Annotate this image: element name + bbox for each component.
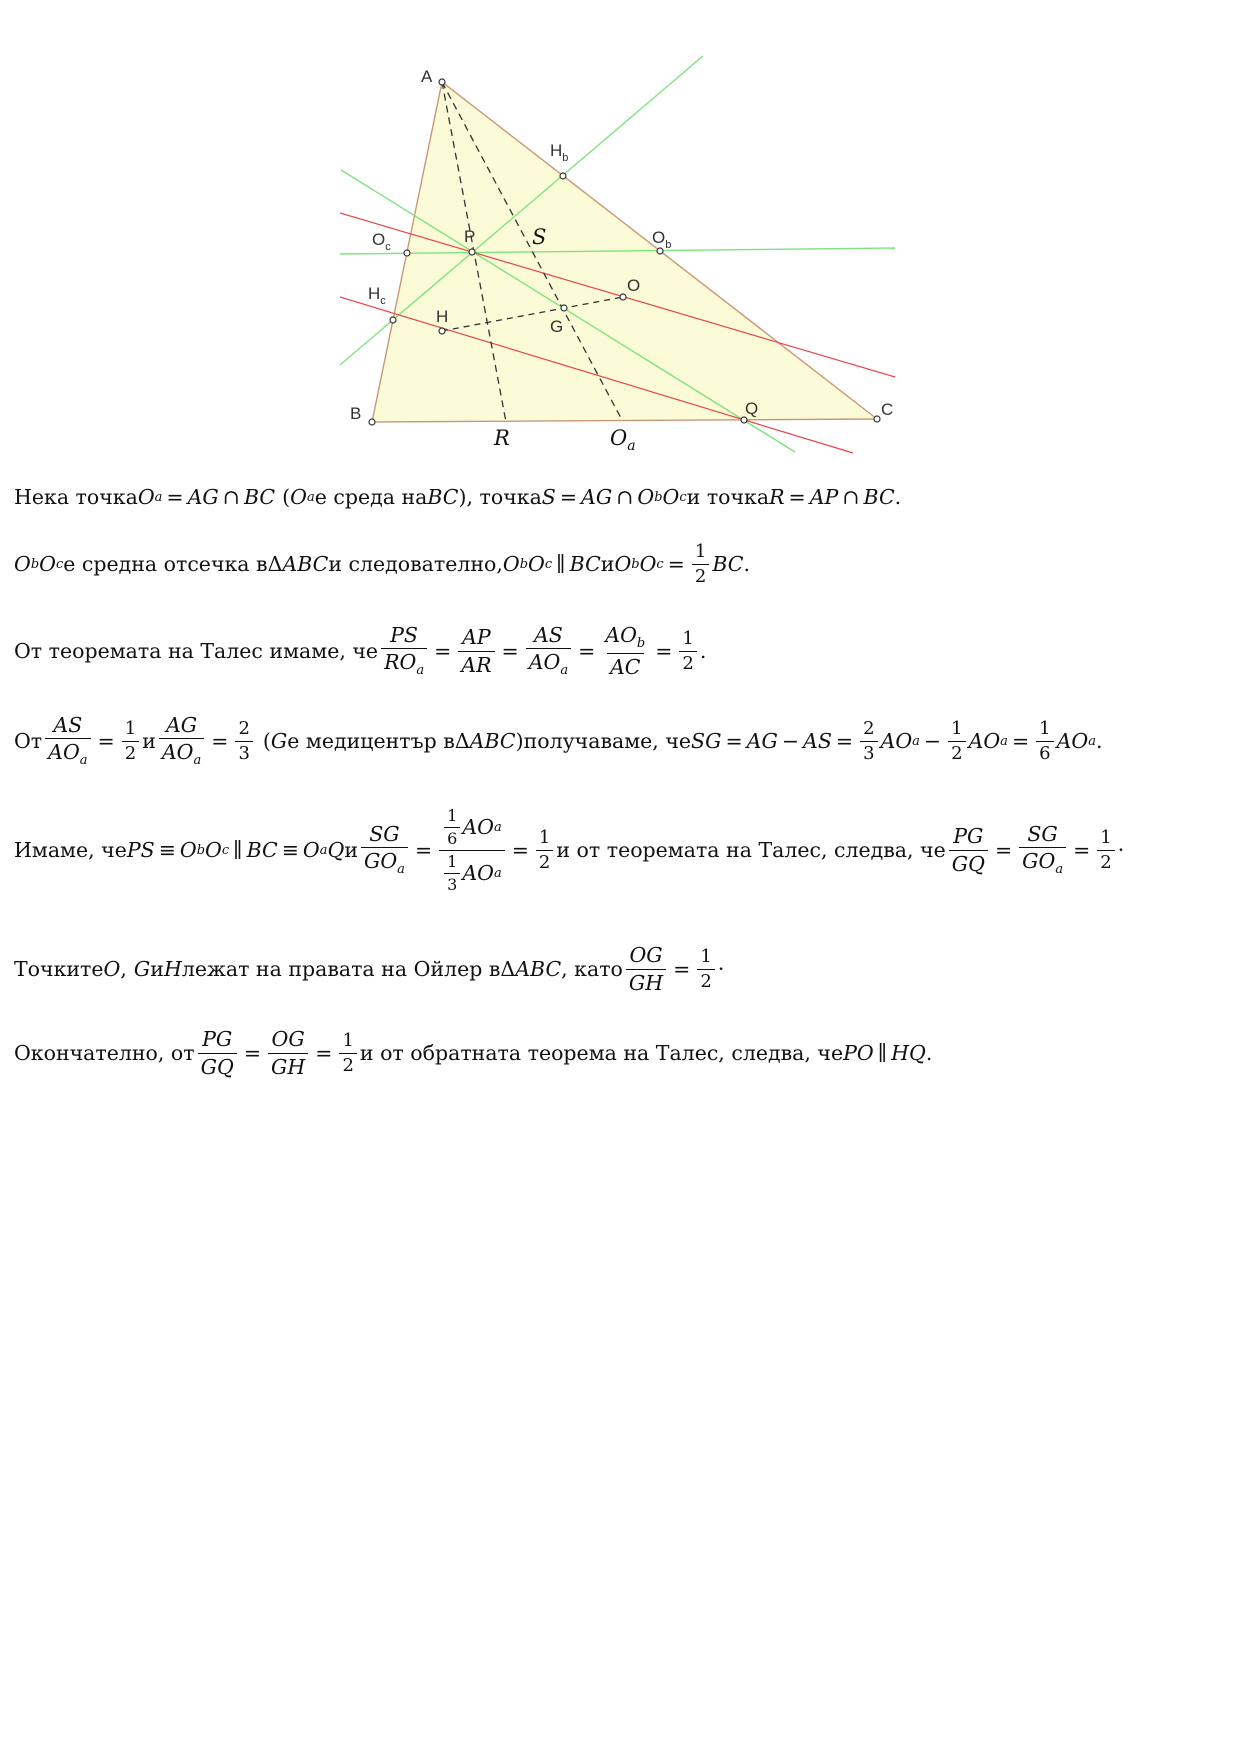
fraction-one-sixth: $\frac{1}{6}$ [1036, 720, 1053, 763]
fraction-sg-goa: $\frac{SG}{GO_a}$ [1019, 824, 1066, 877]
fraction-two-thirds: $\frac{2}{3}$ [235, 720, 252, 763]
fraction-pg-gq: $\frac{PG}{GQ}$ [198, 1029, 237, 1077]
fraction-as-aoa: $\frac{AS}{AO_a}$ [45, 715, 90, 768]
label-b: B [350, 404, 362, 423]
fraction-as-aoa: $\frac{AS}{AO_a}$ [526, 625, 571, 678]
point-hc [390, 317, 396, 323]
fraction-nested-sixth-third: $\frac{1}{6}$ AO a $\frac{1}{3}$ AO a [439, 808, 505, 893]
fraction-one-half: $\frac{1}{2}$ [697, 948, 714, 991]
point-a [439, 79, 445, 85]
text-line-2: O b O c е средна отсечка в Δ ABC и следователно, O b O c ∥ BC и O b O c = $\frac{1}{2}$ BC . [14, 540, 750, 587]
point-o [620, 294, 626, 300]
point-g [561, 305, 567, 311]
fraction-one-half: $\frac{1}{2}$ [339, 1032, 356, 1075]
fraction-one-half: $\frac{1}{2}$ [692, 543, 709, 586]
text-line-3: От теоремата на Талес имаме, че $\frac{PS}{RO_a}$ = $\frac{AP}{AR}$ = $\frac{AS}{AO_a}$ = $\frac{AO_b}{AC}$ = $\frac{1}{2}$ . [14, 622, 707, 679]
label-h: H [436, 307, 449, 326]
fraction-og-gh: $\frac{OG}{GH}$ [626, 945, 666, 993]
label-q: Q [745, 399, 759, 418]
point-b [369, 419, 375, 425]
label-c: C [881, 400, 894, 419]
label-o: O [627, 276, 641, 295]
point-oc [404, 250, 410, 256]
label-p: P [464, 227, 476, 246]
label-ob: $O_b$ [652, 228, 672, 251]
label-oa: $O_a$ [610, 426, 636, 454]
fraction-og-gh: $\frac{OG}{GH}$ [268, 1029, 308, 1077]
text-line-7: Окончателно, от $\frac{PG}{GQ}$ = $\frac{OG}{GH}$ = $\frac{1}{2}$ и от обратната теорема на Талес, следва, че PO ∥ HQ . [14, 1027, 933, 1079]
fraction-ps-roa: $\frac{PS}{RO_a}$ [381, 625, 427, 678]
fraction-two-thirds: $\frac{2}{3}$ [860, 720, 877, 763]
label-s: S [532, 225, 547, 249]
fraction-sg-goa: $\frac{SG}{GO_a}$ [361, 824, 408, 877]
fraction-pg-gq: $\frac{PG}{GQ}$ [949, 826, 988, 874]
point-c [874, 416, 880, 422]
point-h [439, 328, 445, 334]
text-line-6: Точките O , G и H лежат на правата на Ойлер в Δ ABC , като $\frac{OG}{GH}$ = $\frac{1}{2}$ · [14, 943, 725, 995]
fraction-one-half: $\frac{1}{2}$ [536, 829, 553, 872]
fraction-aob-ac: $\frac{AO_b}{AC}$ [605, 622, 646, 679]
fraction-one-half: $\frac{1}{2}$ [679, 630, 696, 673]
label-r: R [494, 426, 510, 450]
text-line-4: От $\frac{AS}{AO_a}$ = $\frac{1}{2}$ и $\frac{AG}{AO_a}$ = $\frac{2}{3}$ ( G е медицентър в Δ ABC ) получаваме, че SG = AG − AS = $\frac{2}{3}$ AO a − $\frac{1}{2}$ AO a = $\frac{1}{6}$ AO a . [14, 712, 1103, 769]
triangle-figure [340, 56, 900, 456]
fraction-one-half: $\frac{1}{2}$ [1097, 829, 1114, 872]
text-line-5: Имаме, че PS ≡ O b O c ∥ BC ≡ O a Q и $\frac{SG}{GO_a}$ = $\frac{1}{6}$ AO a $\frac{1}{3}$ AO a = $\frac{1}{2}$ и от теоремата на Талес, следва, че $\frac{PG}{GQ}$ = $\frac{SG}{GO_a}$ = $\frac{1}{2}$ · [14, 805, 1125, 894]
fraction-ap-ar: $\frac{AP}{AR}$ [458, 627, 494, 675]
fraction-one-half: $\frac{1}{2}$ [122, 720, 139, 763]
label-hc: $H_c$ [368, 284, 386, 307]
point-p [469, 249, 475, 255]
triangle-abc [372, 82, 877, 422]
label-hb: $H_b$ [550, 141, 569, 164]
point-hb [560, 173, 566, 179]
fraction-ag-aoa: $\frac{AG}{AO_a}$ [159, 715, 204, 768]
label-oc: $O_c$ [372, 230, 391, 253]
label-g: G [550, 317, 564, 336]
fraction-one-half: $\frac{1}{2}$ [948, 720, 965, 763]
point-ob [657, 248, 663, 254]
text-line-1: Нека точка O a = AG ∩ BC ( O a е среда на BC ) , точка S = AG ∩ O b O c и точка R = AP ∩ BC . [14, 484, 902, 509]
label-a: A [421, 67, 433, 86]
